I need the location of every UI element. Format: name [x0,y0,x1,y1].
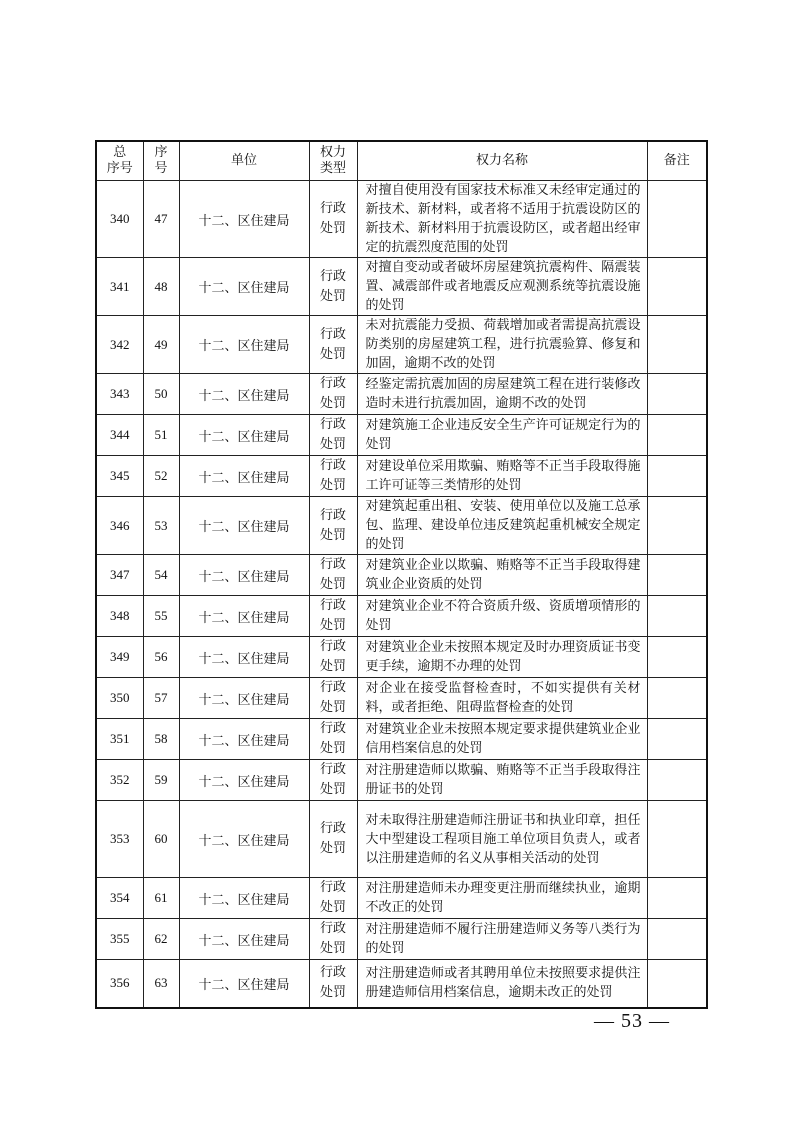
row-authority-type: 行政 处罚 [309,181,357,258]
row-unit: 十二、区住建局 [179,919,309,960]
row-unit: 十二、区住建局 [179,456,309,497]
table-row [96,801,707,878]
row-authority-name: 对建筑业企业不符合资质升级、资质增项情形的处罚 [357,596,647,637]
row-remarks [647,719,707,760]
row-sequence-number: 51 [143,415,179,456]
header-unit: 单位 [179,141,309,181]
row-remarks [647,596,707,637]
row-remarks [647,555,707,596]
row-authority-name: 对注册建造师或者其聘用单位未按照要求提供注册建造师信用档案信息，逾期未改正的处罚 [357,960,647,1008]
row-unit: 十二、区住建局 [179,497,309,555]
row-authority-name: 对擅自变动或者破坏房屋建筑抗震构件、隔震装置、减震部件或者地震反应观测系统等抗震设施的处罚 [357,258,647,316]
row-unit: 十二、区住建局 [179,960,309,1008]
row-remarks [647,316,707,374]
row-unit: 十二、区住建局 [179,637,309,678]
row-remarks [647,960,707,1008]
header-total-number: 总 序号 [96,141,143,181]
header-sequence-number: 序 号 [143,141,179,181]
row-authority-type: 行政 处罚 [309,555,357,596]
row-sequence-number: 53 [143,497,179,555]
row-unit: 十二、区住建局 [179,374,309,415]
row-unit: 十二、区住建局 [179,719,309,760]
row-remarks [647,919,707,960]
row-remarks [647,878,707,919]
row-total-number: 348 [96,596,143,637]
row-remarks [647,374,707,415]
row-unit: 十二、区住建局 [179,555,309,596]
row-authority-type: 行政 处罚 [309,878,357,919]
row-total-number: 356 [96,960,143,1008]
row-sequence-number: 61 [143,878,179,919]
row-total-number: 354 [96,878,143,919]
table-row [96,596,707,637]
row-authority-name: 对建筑业企业未按照本规定及时办理资质证书变更手续，逾期不办理的处罚 [357,637,647,678]
row-sequence-number: 48 [143,258,179,316]
header-authority-type: 权力 类型 [309,141,357,181]
row-authority-type: 行政 处罚 [309,637,357,678]
row-sequence-number: 49 [143,316,179,374]
row-authority-name: 对擅自使用没有国家技术标准又未经审定通过的新技术、新材料，或者将不适用于抗震设防区的新技术、新材料用于抗震设防区，或者超出经审定的抗震烈度范围的处罚 [357,181,647,258]
row-authority-name: 对建筑业企业未按照本规定要求提供建筑业企业信用档案信息的处罚 [357,719,647,760]
row-total-number: 344 [96,415,143,456]
row-remarks [647,637,707,678]
row-unit: 十二、区住建局 [179,415,309,456]
row-unit: 十二、区住建局 [179,316,309,374]
row-total-number: 347 [96,555,143,596]
table-row [96,415,707,456]
table-row [96,878,707,919]
row-authority-name: 经鉴定需抗震加固的房屋建筑工程在进行装修改造时未进行抗震加固，逾期不改的处罚 [357,374,647,415]
row-authority-name: 对未取得注册建造师注册证书和执业印章，担任大中型建设工程项目施工单位项目负责人，或者以注册建造师的名义从事相关活动的处罚 [357,801,647,878]
row-authority-type: 行政 处罚 [309,497,357,555]
row-remarks [647,801,707,878]
row-sequence-number: 58 [143,719,179,760]
row-sequence-number: 60 [143,801,179,878]
table-row [96,316,707,374]
row-total-number: 353 [96,801,143,878]
row-authority-name: 对注册建造师不履行注册建造师义务等八类行为的处罚 [357,919,647,960]
row-total-number: 349 [96,637,143,678]
row-total-number: 340 [96,181,143,258]
row-unit: 十二、区住建局 [179,181,309,258]
row-remarks [647,456,707,497]
row-remarks [647,415,707,456]
row-authority-name: 对建筑起重出租、安装、使用单位以及施工总承包、监理、建设单位违反建筑起重机械安全规定的处罚 [357,497,647,555]
row-authority-type: 行政 处罚 [309,801,357,878]
row-authority-type: 行政 处罚 [309,760,357,801]
row-authority-name: 对企业在接受监督检查时，不如实提供有关材料，或者拒绝、阻碍监督检查的处罚 [357,678,647,719]
row-authority-type: 行政 处罚 [309,316,357,374]
row-unit: 十二、区住建局 [179,760,309,801]
row-sequence-number: 63 [143,960,179,1008]
table-row [96,919,707,960]
row-sequence-number: 47 [143,181,179,258]
row-total-number: 350 [96,678,143,719]
row-authority-type: 行政 处罚 [309,960,357,1008]
row-total-number: 355 [96,919,143,960]
row-authority-name: 对建筑业企业以欺骗、贿赂等不正当手段取得建筑业企业资质的处罚 [357,555,647,596]
table-row [96,497,707,555]
row-authority-name: 对注册建造师未办理变更注册而继续执业，逾期不改正的处罚 [357,878,647,919]
table-row [96,760,707,801]
table-row [96,258,707,316]
row-remarks [647,258,707,316]
page-number: — 53 — [594,1010,670,1032]
row-unit: 十二、区住建局 [179,596,309,637]
table-row [96,960,707,1008]
row-authority-name: 未对抗震能力受损、荷载增加或者需提高抗震设防类别的房屋建筑工程，进行抗震验算、修复和加固，逾期不改的处罚 [357,316,647,374]
row-authority-type: 行政 处罚 [309,374,357,415]
row-authority-type: 行政 处罚 [309,919,357,960]
row-total-number: 342 [96,316,143,374]
table-row [96,555,707,596]
table-row [96,719,707,760]
row-remarks [647,760,707,801]
row-sequence-number: 59 [143,760,179,801]
row-authority-type: 行政 处罚 [309,678,357,719]
row-sequence-number: 50 [143,374,179,415]
row-authority-type: 行政 处罚 [309,456,357,497]
row-unit: 十二、区住建局 [179,678,309,719]
row-sequence-number: 62 [143,919,179,960]
row-authority-type: 行政 处罚 [309,415,357,456]
table-row [96,181,707,258]
row-authority-type: 行政 处罚 [309,258,357,316]
table-row [96,678,707,719]
row-sequence-number: 52 [143,456,179,497]
table-row [96,637,707,678]
row-total-number: 346 [96,497,143,555]
row-authority-type: 行政 处罚 [309,596,357,637]
row-remarks [647,497,707,555]
authority-list-table [95,140,708,1009]
row-unit: 十二、区住建局 [179,258,309,316]
row-total-number: 351 [96,719,143,760]
row-sequence-number: 57 [143,678,179,719]
row-remarks [647,181,707,258]
row-authority-name: 对建设单位采用欺骗、贿赂等不正当手段取得施工许可证等三类情形的处罚 [357,456,647,497]
row-unit: 十二、区住建局 [179,801,309,878]
row-total-number: 343 [96,374,143,415]
row-sequence-number: 55 [143,596,179,637]
header-authority-name: 权力名称 [357,141,647,181]
row-authority-name: 对建筑施工企业违反安全生产许可证规定行为的处罚 [357,415,647,456]
row-total-number: 341 [96,258,143,316]
row-sequence-number: 54 [143,555,179,596]
row-total-number: 345 [96,456,143,497]
table-row [96,456,707,497]
row-sequence-number: 56 [143,637,179,678]
row-authority-name: 对注册建造师以欺骗、贿赂等不正当手段取得注册证书的处罚 [357,760,647,801]
row-authority-type: 行政 处罚 [309,719,357,760]
row-remarks [647,678,707,719]
header-remarks: 备注 [647,141,707,181]
table-header-row [96,141,707,181]
row-total-number: 352 [96,760,143,801]
row-unit: 十二、区住建局 [179,878,309,919]
table-row [96,374,707,415]
